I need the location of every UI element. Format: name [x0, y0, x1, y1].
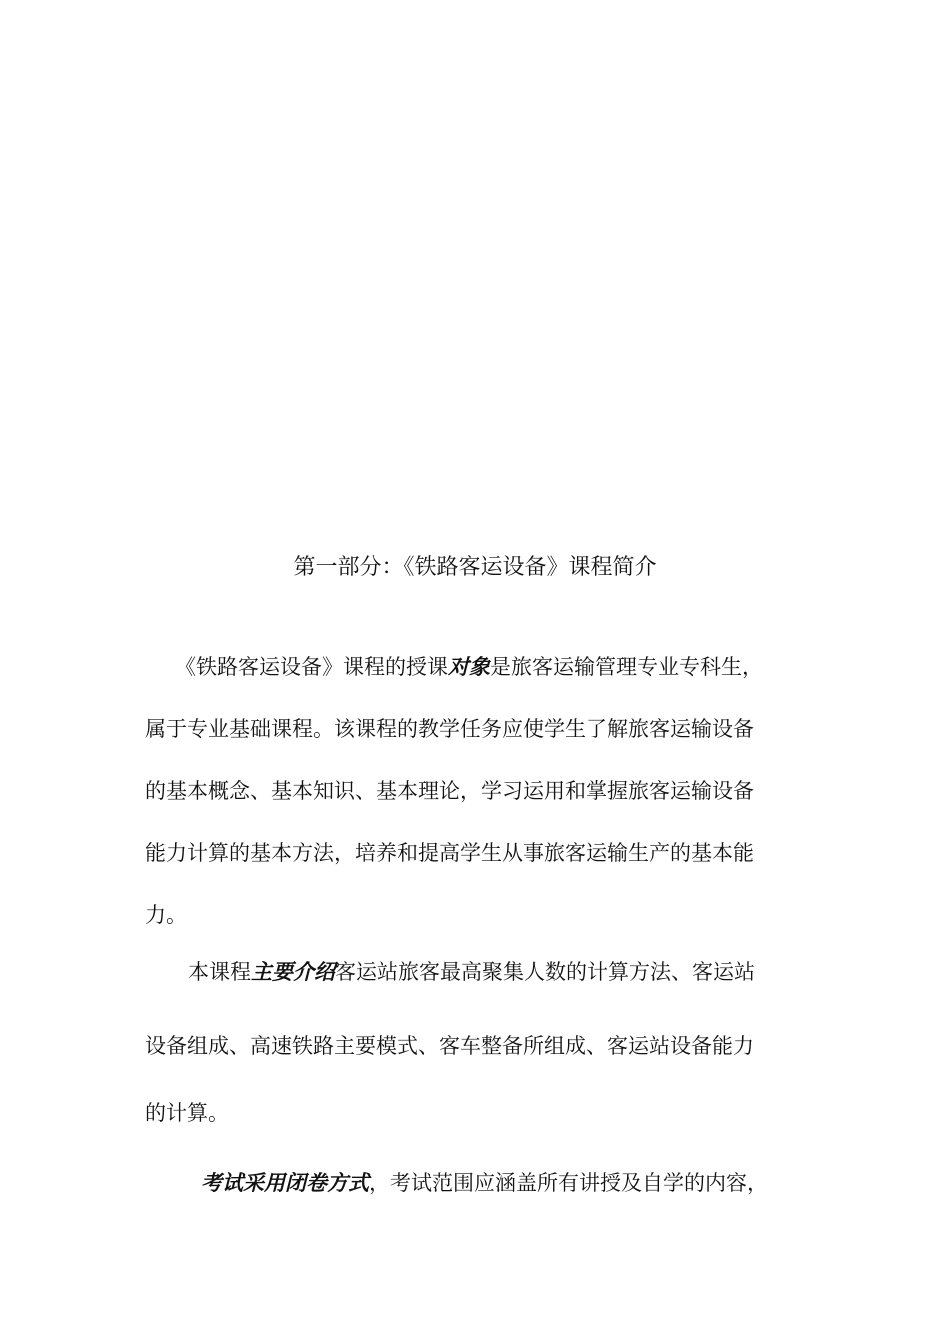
exam-paragraph	[145, 1173, 835, 1194]
paragraph-line: 的计算。	[145, 1101, 229, 1125]
text-run: 本课程	[188, 960, 251, 984]
paragraph-line	[145, 1173, 835, 1194]
text-run: 客运站旅客最高聚集人数的计算方法、客运站	[335, 960, 755, 984]
text-run: ，考试范围应涵盖所有讲授及自学的内容，	[369, 1171, 768, 1195]
paragraph-line: 设备组成、高速铁路主要模式、客车整备所组成、客运站设备能力	[145, 1034, 754, 1058]
paragraph-line	[145, 657, 835, 678]
course-content-paragraph	[145, 962, 835, 1124]
text-run: 是旅客运输管理专业专科生，	[490, 655, 763, 679]
paragraph-line	[145, 962, 835, 983]
course-intro-paragraph	[145, 657, 835, 926]
paragraph-line: 的基本概念、基本知识、基本理论，学习运用和掌握旅客运输设备	[145, 779, 754, 803]
emphasis-text: 主要介绍	[251, 960, 335, 984]
emphasis-text: 对象	[448, 655, 490, 679]
emphasis-text: 考试采用闭卷方式	[201, 1171, 369, 1195]
paragraph-line: 能力计算的基本方法，培养和提高学生从事旅客运输生产的基本能	[145, 841, 754, 865]
text-run: 《铁路客运设备》课程的授课	[175, 655, 448, 679]
paragraph-line: 属于专业基础课程。该课程的教学任务应使学生了解旅客运输设备	[145, 717, 754, 741]
section-heading: 第一部分：《铁路客运设备》课程简介	[293, 555, 657, 580]
paragraph-line: 力。	[145, 903, 187, 927]
